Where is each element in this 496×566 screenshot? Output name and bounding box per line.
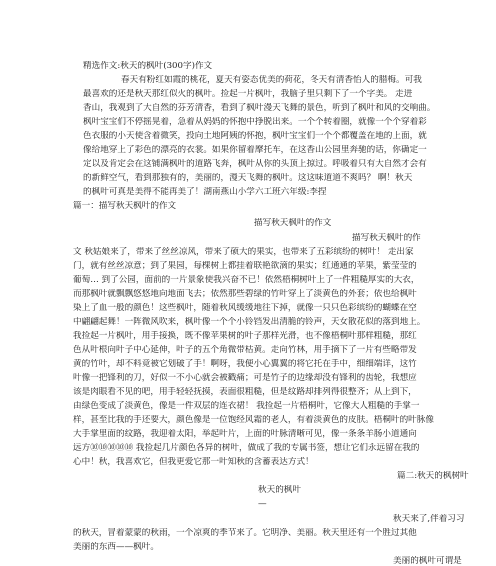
text-line: 而那枫叶就飘飘悠悠地向地面飞去；依然那些碧绿的竹叶穿上了淡黄色的外套；依也给枫叶 [73, 289, 417, 299]
text-line: 描写秋天枫叶的作文 [254, 218, 332, 228]
text-line: 定以及肯定会在这铺满枫叶的道路飞奔，枫叶从你的头顶上掠过。呼吸着只有大自然才会有 [83, 159, 427, 169]
text-line: 的新鲜空气，看到那独有的，美丽的，漫天飞舞的枫叶。这这味道道不爽吗？ 啊！秋天 [83, 173, 413, 183]
text-line: 的秋天，冒着蒙蒙的秋雨，一个凉爽的季节来了。它明净、美丽。秋天里还有一个胜过其他 [73, 528, 417, 538]
text-line: 美丽的枫叶可谓是 [393, 556, 462, 566]
text-line: 精选作文:秋天的枫叶(300字)作文 [83, 61, 213, 71]
text-line: 葡萄… 到了公园，面前的一片景象使我兴奋不已！依然梧桐树叶上了一件粗糙厚实的大衣， [73, 275, 420, 285]
text-line: 篇二:秋天的枫树叶 [397, 471, 469, 481]
text-line: 样，甚至比我的手还要大，颜色像是一位饱经风霜的老人，有着淡黄色的皮肤。梧桐叶的叶脉像 [73, 415, 434, 425]
text-line: 描写秋天枫叶的作 [352, 233, 421, 243]
text-line: 染上了血一般的颜色！这些枫叶，随着秋风缓缓地往下掉，就像一只只色彩缤纷的蝴蝶在空 [73, 303, 417, 313]
text-line: 色从叶根向叶子中心延伸，叶子的五个角微带枯黄。走向竹林，用手摘下了一片有些略带发 [73, 345, 417, 355]
text-line: 大手掌里面的纹路，我迎着太阳，举起叶片，上面的叶脉清晰可见，像一条条羊肠小道通向 [73, 429, 417, 439]
text-line: 秋天的枫叶 [258, 485, 301, 495]
text-line: 像给地穿上了彩色的漂亮的衣裳。如果你留着摩托车，在这香山公园里奔驰的话，你确定一 [83, 145, 427, 155]
text-line: 我捡起一片枫叶，用手接换，既不像苹果树的叶子那样光滑，也不像梧桐叶那样粗糙，那红 [73, 331, 417, 341]
text-line: 的枫叶可真是美得不能再美了！湖南燕山小学六工班六年级:李捏 [83, 187, 327, 197]
text-line: 门，就有丝丝凉意；到了果园，每棵树上都挂着联艳欲滴的果实；红通通的苹果，紫莹莹的 [73, 261, 417, 271]
text-line: 最喜欢的还是秋天那红似火的枫叶。捡起一片枫叶，我脑子里只剩下了一个字美。 走进 [83, 89, 413, 99]
text-line: 香山，我观到了大自然的芬芳清香，看到了枫叶漫天飞舞的景色，听到了枫叶和风的交响曲。 [83, 103, 436, 113]
text-line: 色衣服的小天使含着微笑，投向土地阿姨的怀抱，枫叶宝宝们一个个都覆盖在地的上面，就 [83, 131, 427, 141]
text-line: 由绿色变成了淡黄色，像是一件双层的连衣裙！ 我捡起一片梧桐叶，它像大人粗糙的手掌一 [73, 401, 420, 411]
text-line: 远方⑩⑩⑩⑩⑩ 我捡起几片颜色各异的树叶，做成了我的专属书签，想让它们永远留在我的 [73, 443, 420, 453]
text-line: 篇一：描写秋天枫叶的作文 [73, 201, 177, 211]
text-line: 叶像一把锋利的刀，好似一不小心就会被戳痛；可是竹子的边缘却没有锋利的齿轮，我想应 [73, 373, 417, 383]
text-line: 春天有粉红如霞的桃花，夏天有姿态优美的荷花，冬天有清香怡人的腊梅。可我 [121, 75, 422, 85]
text-line: 美丽的东西——枫叶。 [73, 542, 159, 552]
text-line: 文 秋姑娘来了，带来了丝丝凉风，带来了硕大的果实，也带来了五彩缤纷的树叶！ 走出家 [73, 247, 414, 257]
text-line: 中翩翩起舞！一阵微风吹来，枫叶像一个个小铃铛发出清脆的铃声，天女散花似的落到地上。 [73, 317, 426, 327]
text-line: 秋天来了,伴着习习 [393, 514, 465, 524]
text-line: 心中！秋，我喜欢它，但我更爱它那一叶知秋的含蓄表达方式！ [73, 457, 314, 467]
text-line: 枫叶宝宝们不停摇晃着，急着从妈妈的怀抱中挣脱出来。一个个转着圈，就像一个个穿着彩 [83, 117, 427, 127]
text-line: — [258, 499, 267, 509]
text-line: 黄的竹叶，却不料竟被它划破了手！啊呀，我便小心翼翼的将它托在手中，细细端详，这竹 [73, 359, 417, 369]
text-line: 该是肉眼看不见的吧，用手轻轻抚摸，表面很粗糙，但是纹路却排列得很整齐；从上到下， [73, 387, 417, 397]
